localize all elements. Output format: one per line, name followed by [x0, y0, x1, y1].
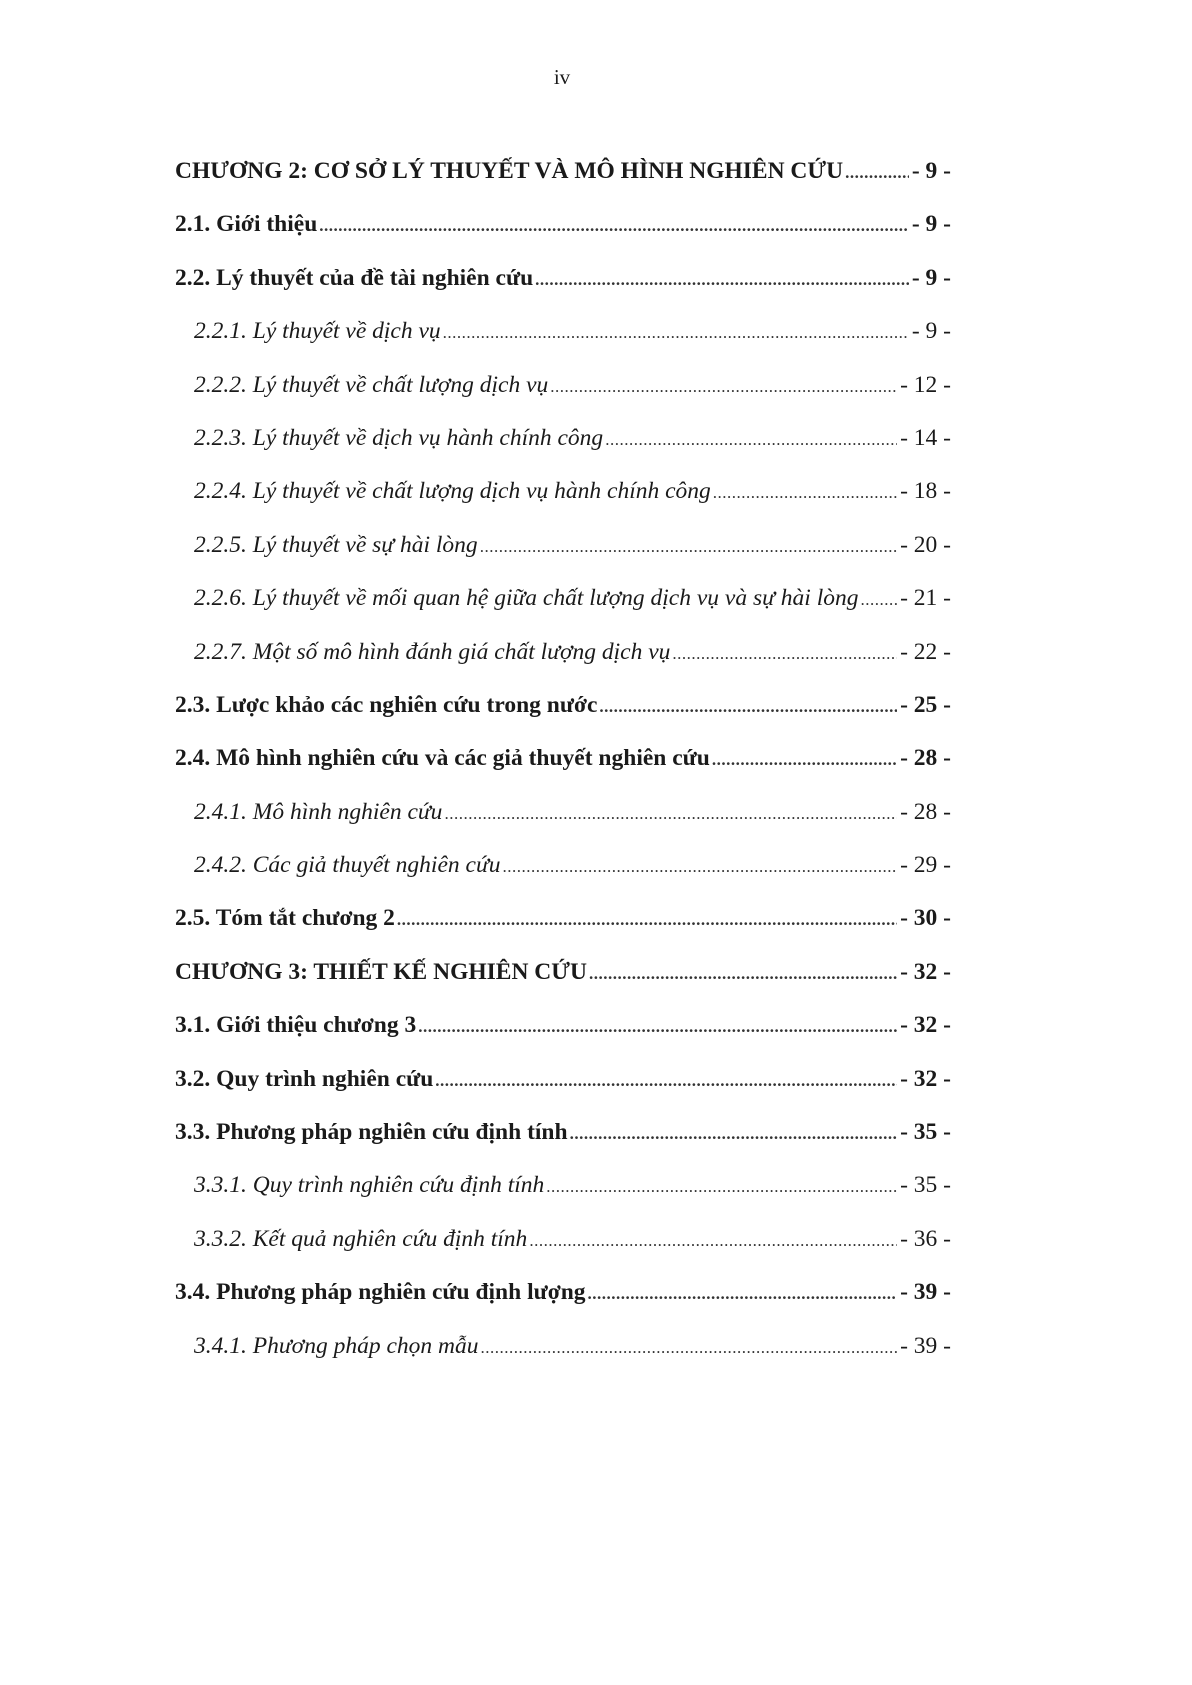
toc-entry-title: 2.4. Mô hình nghiên cứu và các giả thuyết nghiên cứu	[175, 745, 710, 772]
toc-entry[interactable]	[175, 743, 951, 796]
toc-entry-page: - 9 -	[911, 264, 951, 291]
dot-leader	[845, 158, 909, 188]
toc-entry-title: 3.3.1. Quy trình nghiên cứu định tính	[194, 1172, 545, 1199]
toc-entry-page: - 35 -	[900, 1172, 951, 1199]
dot-leader	[588, 1279, 898, 1309]
dot-leader	[713, 478, 897, 508]
toc-entry-page: - 39 -	[900, 1332, 951, 1359]
toc-entry-title: 2.2.2. Lý thuyết về chất lượng dịch vụ	[194, 371, 549, 398]
dot-leader	[443, 318, 909, 348]
toc-entry-page: - 18 -	[900, 478, 951, 505]
toc-entry-page: - 21 -	[900, 585, 951, 612]
toc-entry-title: CHƯƠNG 2: CƠ SỞ LÝ THUYẾT VÀ MÔ HÌNH NGHIÊN CỨU	[175, 158, 844, 184]
toc-entry-title: 2.5. Tóm tắt chương 2	[175, 905, 395, 932]
dot-leader	[570, 1119, 898, 1149]
toc-entry-title: 2.2.7. Một số mô hình đánh giá chất lượng dịch vụ	[194, 638, 671, 665]
page-number: iv	[553, 65, 571, 89]
toc-entry[interactable]	[175, 1277, 951, 1330]
dot-leader	[435, 1066, 897, 1096]
toc-entry-title: 3.3.2. Kết quả nghiên cứu định tính	[194, 1225, 528, 1252]
toc-entry[interactable]	[175, 690, 951, 743]
dot-leader	[397, 905, 897, 935]
toc-entry-page: - 28 -	[900, 798, 951, 825]
dot-leader	[418, 1012, 897, 1042]
toc-entry-page: - 9 -	[911, 158, 951, 184]
toc-entry-page: - 14 -	[900, 424, 951, 451]
dot-leader	[672, 639, 897, 669]
dot-leader	[481, 1333, 898, 1363]
dot-leader	[550, 372, 897, 402]
toc-entry-title: 3.4. Phương pháp nghiên cứu định lượng	[175, 1279, 586, 1306]
toc-entry[interactable]	[175, 316, 951, 369]
toc-entry[interactable]	[175, 1010, 951, 1063]
toc-entry[interactable]	[175, 583, 951, 636]
toc-entry[interactable]	[175, 209, 951, 262]
toc-entry-title: 2.2.6. Lý thuyết về mối quan hệ giữa chất lượng dịch vụ và sự hài lòng	[194, 585, 859, 612]
toc-entry[interactable]	[175, 423, 951, 476]
toc-entry[interactable]	[175, 263, 951, 316]
dot-leader	[599, 692, 897, 722]
toc-entry-title: 2.2. Lý thuyết của đề tài nghiên cứu	[175, 264, 534, 291]
dot-leader	[444, 799, 897, 829]
dot-leader	[480, 532, 897, 562]
toc-entry[interactable]	[175, 1331, 951, 1384]
toc-entry[interactable]	[175, 156, 951, 209]
toc-entry[interactable]	[175, 1170, 951, 1223]
dot-leader	[605, 425, 897, 455]
dot-leader	[503, 852, 898, 882]
dot-leader	[546, 1172, 897, 1202]
toc-entry-page: - 12 -	[900, 371, 951, 398]
toc-entry-page: - 28 -	[900, 745, 951, 772]
toc-entry[interactable]	[175, 370, 951, 423]
toc-entry-title: 2.2.5. Lý thuyết về sự hài lòng	[194, 531, 478, 558]
toc-entry[interactable]	[175, 903, 951, 956]
toc-entry-page: - 22 -	[900, 638, 951, 665]
dot-leader	[712, 745, 897, 775]
toc-entry-title: 2.4.1. Mô hình nghiên cứu	[194, 798, 443, 825]
toc-entry-page: - 32 -	[900, 1012, 951, 1039]
toc-entry-page: - 20 -	[900, 531, 951, 558]
toc-entry[interactable]	[175, 476, 951, 529]
toc-entry-title: CHƯƠNG 3: THIẾT KẾ NGHIÊN CỨU	[175, 958, 587, 985]
table-of-contents	[175, 156, 951, 1384]
dot-leader	[529, 1226, 897, 1256]
dot-leader	[535, 265, 909, 295]
toc-entry-title: 2.1. Giới thiệu	[175, 211, 318, 238]
toc-entry-page: - 39 -	[900, 1279, 951, 1306]
toc-entry[interactable]	[175, 1064, 951, 1117]
toc-entry-title: 2.2.3. Lý thuyết về dịch vụ hành chính công	[194, 424, 604, 451]
toc-entry-title: 3.2. Quy trình nghiên cứu	[175, 1065, 434, 1092]
toc-entry-title: 3.1. Giới thiệu chương 3	[175, 1012, 417, 1039]
toc-entry-page: - 9 -	[911, 318, 951, 345]
toc-entry-page: - 30 -	[900, 905, 951, 932]
toc-entry-page: - 36 -	[900, 1225, 951, 1252]
toc-entry[interactable]	[175, 1117, 951, 1170]
toc-entry-title: 3.4.1. Phương pháp chọn mẫu	[194, 1332, 479, 1359]
dot-leader	[319, 211, 909, 241]
toc-entry[interactable]	[175, 637, 951, 690]
toc-entry[interactable]	[175, 850, 951, 903]
toc-entry[interactable]	[175, 957, 951, 1010]
toc-entry-page: - 9 -	[911, 211, 951, 238]
toc-entry-page: - 32 -	[900, 1065, 951, 1092]
toc-entry-page: - 32 -	[900, 958, 951, 985]
toc-entry[interactable]	[175, 1224, 951, 1277]
toc-entry-page: - 29 -	[900, 852, 951, 879]
dot-leader	[589, 959, 897, 989]
toc-entry[interactable]	[175, 797, 951, 850]
toc-entry-title: 2.4.2. Các giả thuyết nghiên cứu	[194, 852, 501, 879]
toc-entry-title: 2.2.1. Lý thuyết về dịch vụ	[194, 318, 441, 345]
toc-entry-title: 3.3. Phương pháp nghiên cứu định tính	[175, 1119, 568, 1146]
toc-entry-page: - 35 -	[900, 1119, 951, 1146]
toc-entry-title: 2.2.4. Lý thuyết về chất lượng dịch vụ hành chính công	[194, 478, 711, 505]
dot-leader	[861, 585, 898, 615]
toc-entry[interactable]	[175, 530, 951, 583]
toc-entry-title: 2.3. Lược khảo các nghiên cứu trong nước	[175, 691, 598, 718]
toc-entry-page: - 25 -	[900, 691, 951, 718]
